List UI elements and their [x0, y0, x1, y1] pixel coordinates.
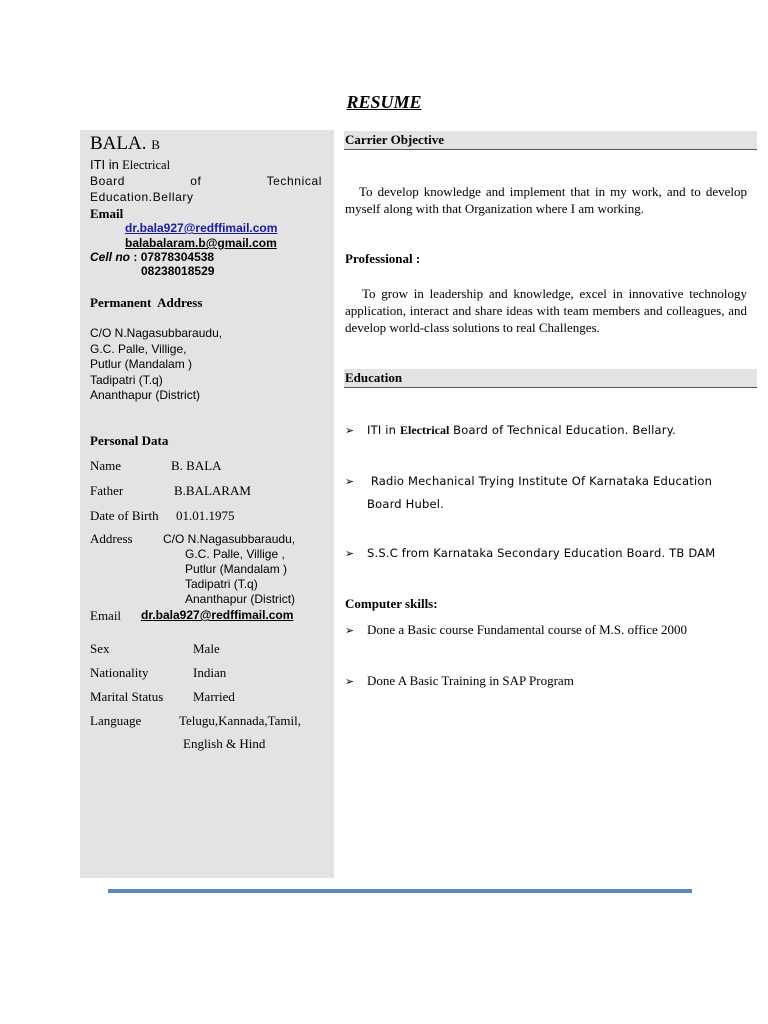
qual-board-word2: of: [190, 174, 202, 188]
address-line: C/O N.Nagasubbaraudu,: [163, 532, 296, 546]
bullet-arrow-icon: ➢: [345, 424, 355, 437]
bullet-arrow-icon: ➢: [345, 547, 355, 560]
skill-item: [345, 673, 574, 689]
edu2-line1: Radio Mechanical Trying Institute Of Karnataka Education: [367, 474, 713, 488]
skill-item: [345, 622, 687, 638]
language-value-1: Telugu,Kannada,Tamil,: [179, 713, 302, 728]
professional-heading: Professional :: [345, 251, 421, 266]
sex-value: Male: [193, 641, 220, 656]
bullet-arrow-icon: ➢: [345, 675, 355, 688]
email-link-2[interactable]: balabalaram.b@gmail.com: [125, 236, 277, 250]
nationality-value: Indian: [193, 665, 227, 680]
address-line: Ananthapur (District): [185, 592, 296, 606]
edu2-line2: Board Hubel.: [367, 497, 445, 511]
dob-value: 01.01.1975: [176, 508, 235, 523]
name-text: BALA.: [90, 133, 147, 154]
nationality-label: Nationality: [90, 665, 149, 680]
resume-title: RESUME: [346, 92, 422, 112]
email-link-personal[interactable]: dr.bala927@redffimail.com: [141, 608, 294, 622]
language-label: Language: [90, 713, 142, 728]
footer-divider: [108, 889, 692, 893]
perm-address-line: G.C. Palle, Villige,: [90, 341, 187, 356]
cell-number-2: 08238018529: [141, 264, 215, 278]
permanent-address-label: Permanent Address: [90, 295, 203, 310]
sex-label: Sex: [90, 641, 110, 656]
education-item: [345, 470, 750, 516]
cell-number-1: : 07878304538: [133, 250, 215, 264]
name-value: B. BALA: [171, 458, 222, 473]
perm-address-line: C/O N.Nagasubbaraudu,: [90, 326, 223, 340]
education-heading: Education: [344, 369, 757, 388]
personal-data-label: Personal Data: [90, 433, 169, 448]
perm-address-line: Putlur (Mandalam ): [90, 357, 193, 371]
qual-board-line: [90, 174, 322, 188]
edu1-bold: Electrical: [400, 423, 450, 437]
father-label: Father: [90, 483, 124, 498]
edu1-pre: ITI in: [367, 423, 401, 437]
language-value-2: English & Hind: [183, 736, 266, 751]
bullet-arrow-icon: ➢: [345, 475, 355, 488]
qualification-line: [90, 157, 170, 173]
education-item: [345, 419, 750, 442]
qual-board-word1: Board: [90, 174, 126, 188]
name-initial: B: [151, 137, 160, 152]
skill-1-text: Done a Basic course Fundamental course of M.S. office 2000: [367, 622, 687, 637]
address-line: Putlur (Mandalam ): [185, 562, 288, 576]
professional-text: To grow in leadership and knowledge, excel in innovative technology application, interact and share ideas with team members and colleagues, and develop world-class solutions to real Challenges.: [345, 286, 747, 335]
cell-label: Cell no: [90, 250, 131, 264]
qual-iti: ITI in: [90, 157, 119, 172]
candidate-name: [90, 133, 160, 155]
skill-2-text: Done A Basic Training in SAP Program: [367, 673, 574, 688]
qual-electrical: Electrical: [122, 158, 171, 172]
address-line: Tadipatri (T.q): [185, 577, 258, 591]
address-label: Address: [90, 531, 133, 546]
cell-line-1: [90, 250, 214, 264]
education-item: [345, 542, 750, 565]
name-label: Name: [90, 458, 122, 473]
permanent-address: [90, 326, 222, 404]
bullet-arrow-icon: ➢: [345, 624, 355, 637]
objective-heading: Carrier Objective: [344, 131, 757, 150]
email-link-1[interactable]: dr.bala927@redffimail.com: [125, 221, 278, 235]
email-label: Email: [90, 206, 124, 221]
address-line: G.C. Palle, Villige ,: [185, 547, 285, 561]
marital-value: Married: [193, 689, 235, 704]
email-label-personal: Email: [90, 608, 122, 623]
father-value: B.BALARAM: [174, 483, 251, 498]
qual-education: Education.Bellary: [90, 190, 194, 204]
perm-address-line: Ananthapur (District): [90, 388, 201, 402]
dob-label: Date of Birth: [90, 508, 159, 523]
edu1-post: Board of Technical Education. Bellary.: [449, 423, 676, 437]
personal-address: [163, 532, 295, 607]
qual-board-word3: Technical: [266, 174, 322, 188]
computer-skills-heading: Computer skills:: [345, 596, 438, 611]
objective-text: To develop knowledge and implement that in my work, and to develop myself along with that Organization where I am working.: [345, 184, 747, 216]
edu3-text: S.S.C from Karnataka Secondary Education Board. TB DAM: [367, 546, 716, 560]
perm-address-line: Tadipatri (T.q): [90, 372, 163, 387]
marital-label: Marital Status: [90, 689, 164, 704]
